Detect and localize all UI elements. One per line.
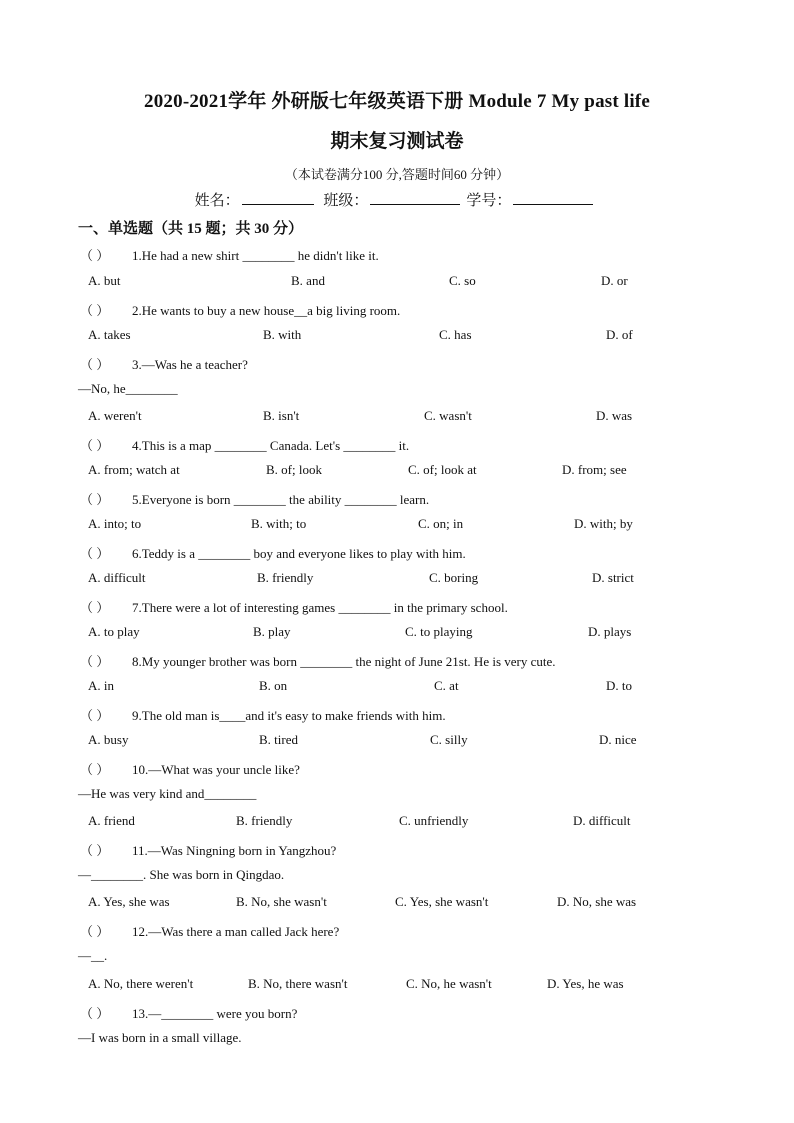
- option-b: B. friendly: [257, 570, 314, 585]
- question-text: 6.Teddy is a ________ boy and everyone likes to play with him.: [132, 546, 466, 561]
- option-d: D. No, she was: [557, 894, 637, 909]
- question-12: [80, 921, 339, 940]
- answer-paren[interactable]: （ ）: [80, 492, 110, 507]
- option-c: C. No, he wasn't: [406, 976, 492, 991]
- option-c: C. boring: [429, 570, 479, 585]
- option-a: A. from; watch at: [88, 462, 180, 477]
- option-b: B. of; look: [266, 462, 322, 477]
- answer-paren[interactable]: （ ）: [80, 762, 110, 777]
- answer-paren[interactable]: （ ）: [80, 708, 110, 723]
- class-label: 班级：: [323, 193, 369, 209]
- answer-paren[interactable]: （ ）: [80, 303, 110, 318]
- question-text: 3.—Was he a teacher?: [132, 357, 248, 372]
- option-b: B. play: [253, 624, 291, 639]
- options-4: [88, 462, 648, 480]
- question-11-reply: —________. She was born in Qingdao.: [78, 867, 285, 882]
- answer-paren[interactable]: （ ）: [80, 546, 110, 561]
- option-a: A. takes: [88, 327, 131, 342]
- option-a: A. into; to: [88, 516, 142, 531]
- option-d: D. from; see: [562, 462, 627, 477]
- answer-paren[interactable]: （ ）: [80, 1006, 110, 1021]
- question-3-reply: —No, he________: [78, 381, 178, 396]
- option-a: A. but: [88, 273, 121, 288]
- option-c: C. to playing: [405, 624, 473, 639]
- question-text: 11.—Was Ningning born in Yangzhou?: [132, 843, 337, 858]
- question-text: 2.He wants to buy a new house__a big living room.: [132, 303, 401, 318]
- options-10: [88, 813, 648, 831]
- answer-paren[interactable]: （ ）: [80, 600, 110, 615]
- option-b: B. No, there wasn't: [248, 976, 348, 991]
- options-8: [88, 678, 648, 696]
- question-4: [80, 435, 409, 454]
- question-text: 7.There were a lot of interesting games ________ in the primary school.: [132, 600, 508, 615]
- option-c: C. so: [449, 273, 476, 288]
- option-b: B. with; to: [251, 516, 307, 531]
- question-2: [80, 300, 400, 319]
- option-c: C. Yes, she wasn't: [395, 894, 489, 909]
- answer-paren[interactable]: （ ）: [80, 654, 110, 669]
- answer-paren[interactable]: （ ）: [80, 924, 110, 939]
- option-b: B. on: [259, 678, 288, 693]
- options-5: [88, 516, 648, 534]
- question-text: 10.—What was your uncle like?: [132, 762, 300, 777]
- name-blank[interactable]: [242, 190, 314, 205]
- question-text: 4.This is a map ________ Canada. Let's ________ it.: [132, 438, 410, 453]
- question-text: 9.The old man is____and it's easy to make friends with him.: [132, 708, 446, 723]
- option-a: A. friend: [88, 813, 135, 828]
- question-text: 13.—________ were you born?: [132, 1006, 298, 1021]
- option-a: A. in: [88, 678, 114, 693]
- options-2: [88, 327, 648, 345]
- name-label: 姓名：: [194, 193, 240, 209]
- option-a: A. weren't: [88, 408, 142, 423]
- options-11: [88, 894, 648, 912]
- question-6: [80, 543, 466, 562]
- question-10-reply: —He was very kind and________: [78, 786, 257, 801]
- answer-paren[interactable]: （ ）: [80, 357, 110, 372]
- answer-paren[interactable]: （ ）: [80, 248, 110, 263]
- question-5: [80, 489, 429, 508]
- question-13-reply: —I was born in a small village.: [78, 1030, 242, 1045]
- option-a: A. Yes, she was: [88, 894, 170, 909]
- option-c: C. wasn't: [424, 408, 472, 423]
- question-text: 1.He had a new shirt ________ he didn't like it.: [132, 248, 379, 263]
- question-1: [80, 245, 379, 264]
- answer-paren[interactable]: （ ）: [80, 438, 110, 453]
- options-6: [88, 570, 648, 588]
- options-3: [88, 408, 648, 426]
- question-12-reply: —__.: [78, 948, 108, 963]
- option-a: A. busy: [88, 732, 129, 747]
- option-c: C. silly: [430, 732, 468, 747]
- question-8: [80, 651, 556, 670]
- option-d: D. nice: [599, 732, 637, 747]
- question-13: [80, 1003, 297, 1022]
- student-info: [0, 189, 794, 210]
- option-d: D. Yes, he was: [547, 976, 624, 991]
- document-title: 2020-2021学年 外研版七年级英语下册 Module 7 My past life: [144, 91, 650, 112]
- question-9: [80, 705, 446, 724]
- options-1: [88, 273, 648, 291]
- number-blank[interactable]: [513, 190, 593, 205]
- options-9: [88, 732, 648, 750]
- option-d: D. of: [606, 327, 633, 342]
- option-b: B. with: [263, 327, 302, 342]
- option-d: D. strict: [592, 570, 634, 585]
- option-d: D. or: [601, 273, 628, 288]
- question-10: [80, 759, 300, 778]
- exam-note: （本试卷满分100 分,答题时间60 分钟）: [284, 167, 510, 182]
- option-d: D. plays: [588, 624, 632, 639]
- class-blank[interactable]: [370, 190, 460, 205]
- option-b: B. and: [291, 273, 325, 288]
- option-b: B. isn't: [263, 408, 300, 423]
- option-c: C. of; look at: [408, 462, 477, 477]
- question-text: 5.Everyone is born ________ the ability ________ learn.: [132, 492, 430, 507]
- option-c: C. at: [434, 678, 459, 693]
- option-c: C. unfriendly: [399, 813, 469, 828]
- option-b: B. tired: [259, 732, 298, 747]
- question-text: 12.—Was there a man called Jack here?: [132, 924, 340, 939]
- question-text: 8.My younger brother was born ________ the night of June 21st. He is very cute.: [132, 654, 556, 669]
- question-7: [80, 597, 508, 616]
- option-d: D. difficult: [573, 813, 631, 828]
- options-12: [88, 976, 648, 994]
- option-d: D. with; by: [574, 516, 633, 531]
- section-title: 一、单选题（共 15 题；共 30 分）: [78, 221, 304, 237]
- option-a: A. to play: [88, 624, 140, 639]
- options-7: [88, 624, 648, 642]
- number-label: 学号：: [466, 193, 512, 209]
- option-c: C. on; in: [418, 516, 464, 531]
- option-d: D. to: [606, 678, 632, 693]
- document-subtitle: 期末复习测试卷: [330, 131, 464, 152]
- question-11: [80, 840, 336, 859]
- option-b: B. friendly: [236, 813, 293, 828]
- option-b: B. No, she wasn't: [236, 894, 327, 909]
- option-c: C. has: [439, 327, 472, 342]
- option-a: A. difficult: [88, 570, 146, 585]
- answer-paren[interactable]: （ ）: [80, 843, 110, 858]
- option-d: D. was: [596, 408, 633, 423]
- option-a: A. No, there weren't: [88, 976, 194, 991]
- question-3: [80, 354, 248, 373]
